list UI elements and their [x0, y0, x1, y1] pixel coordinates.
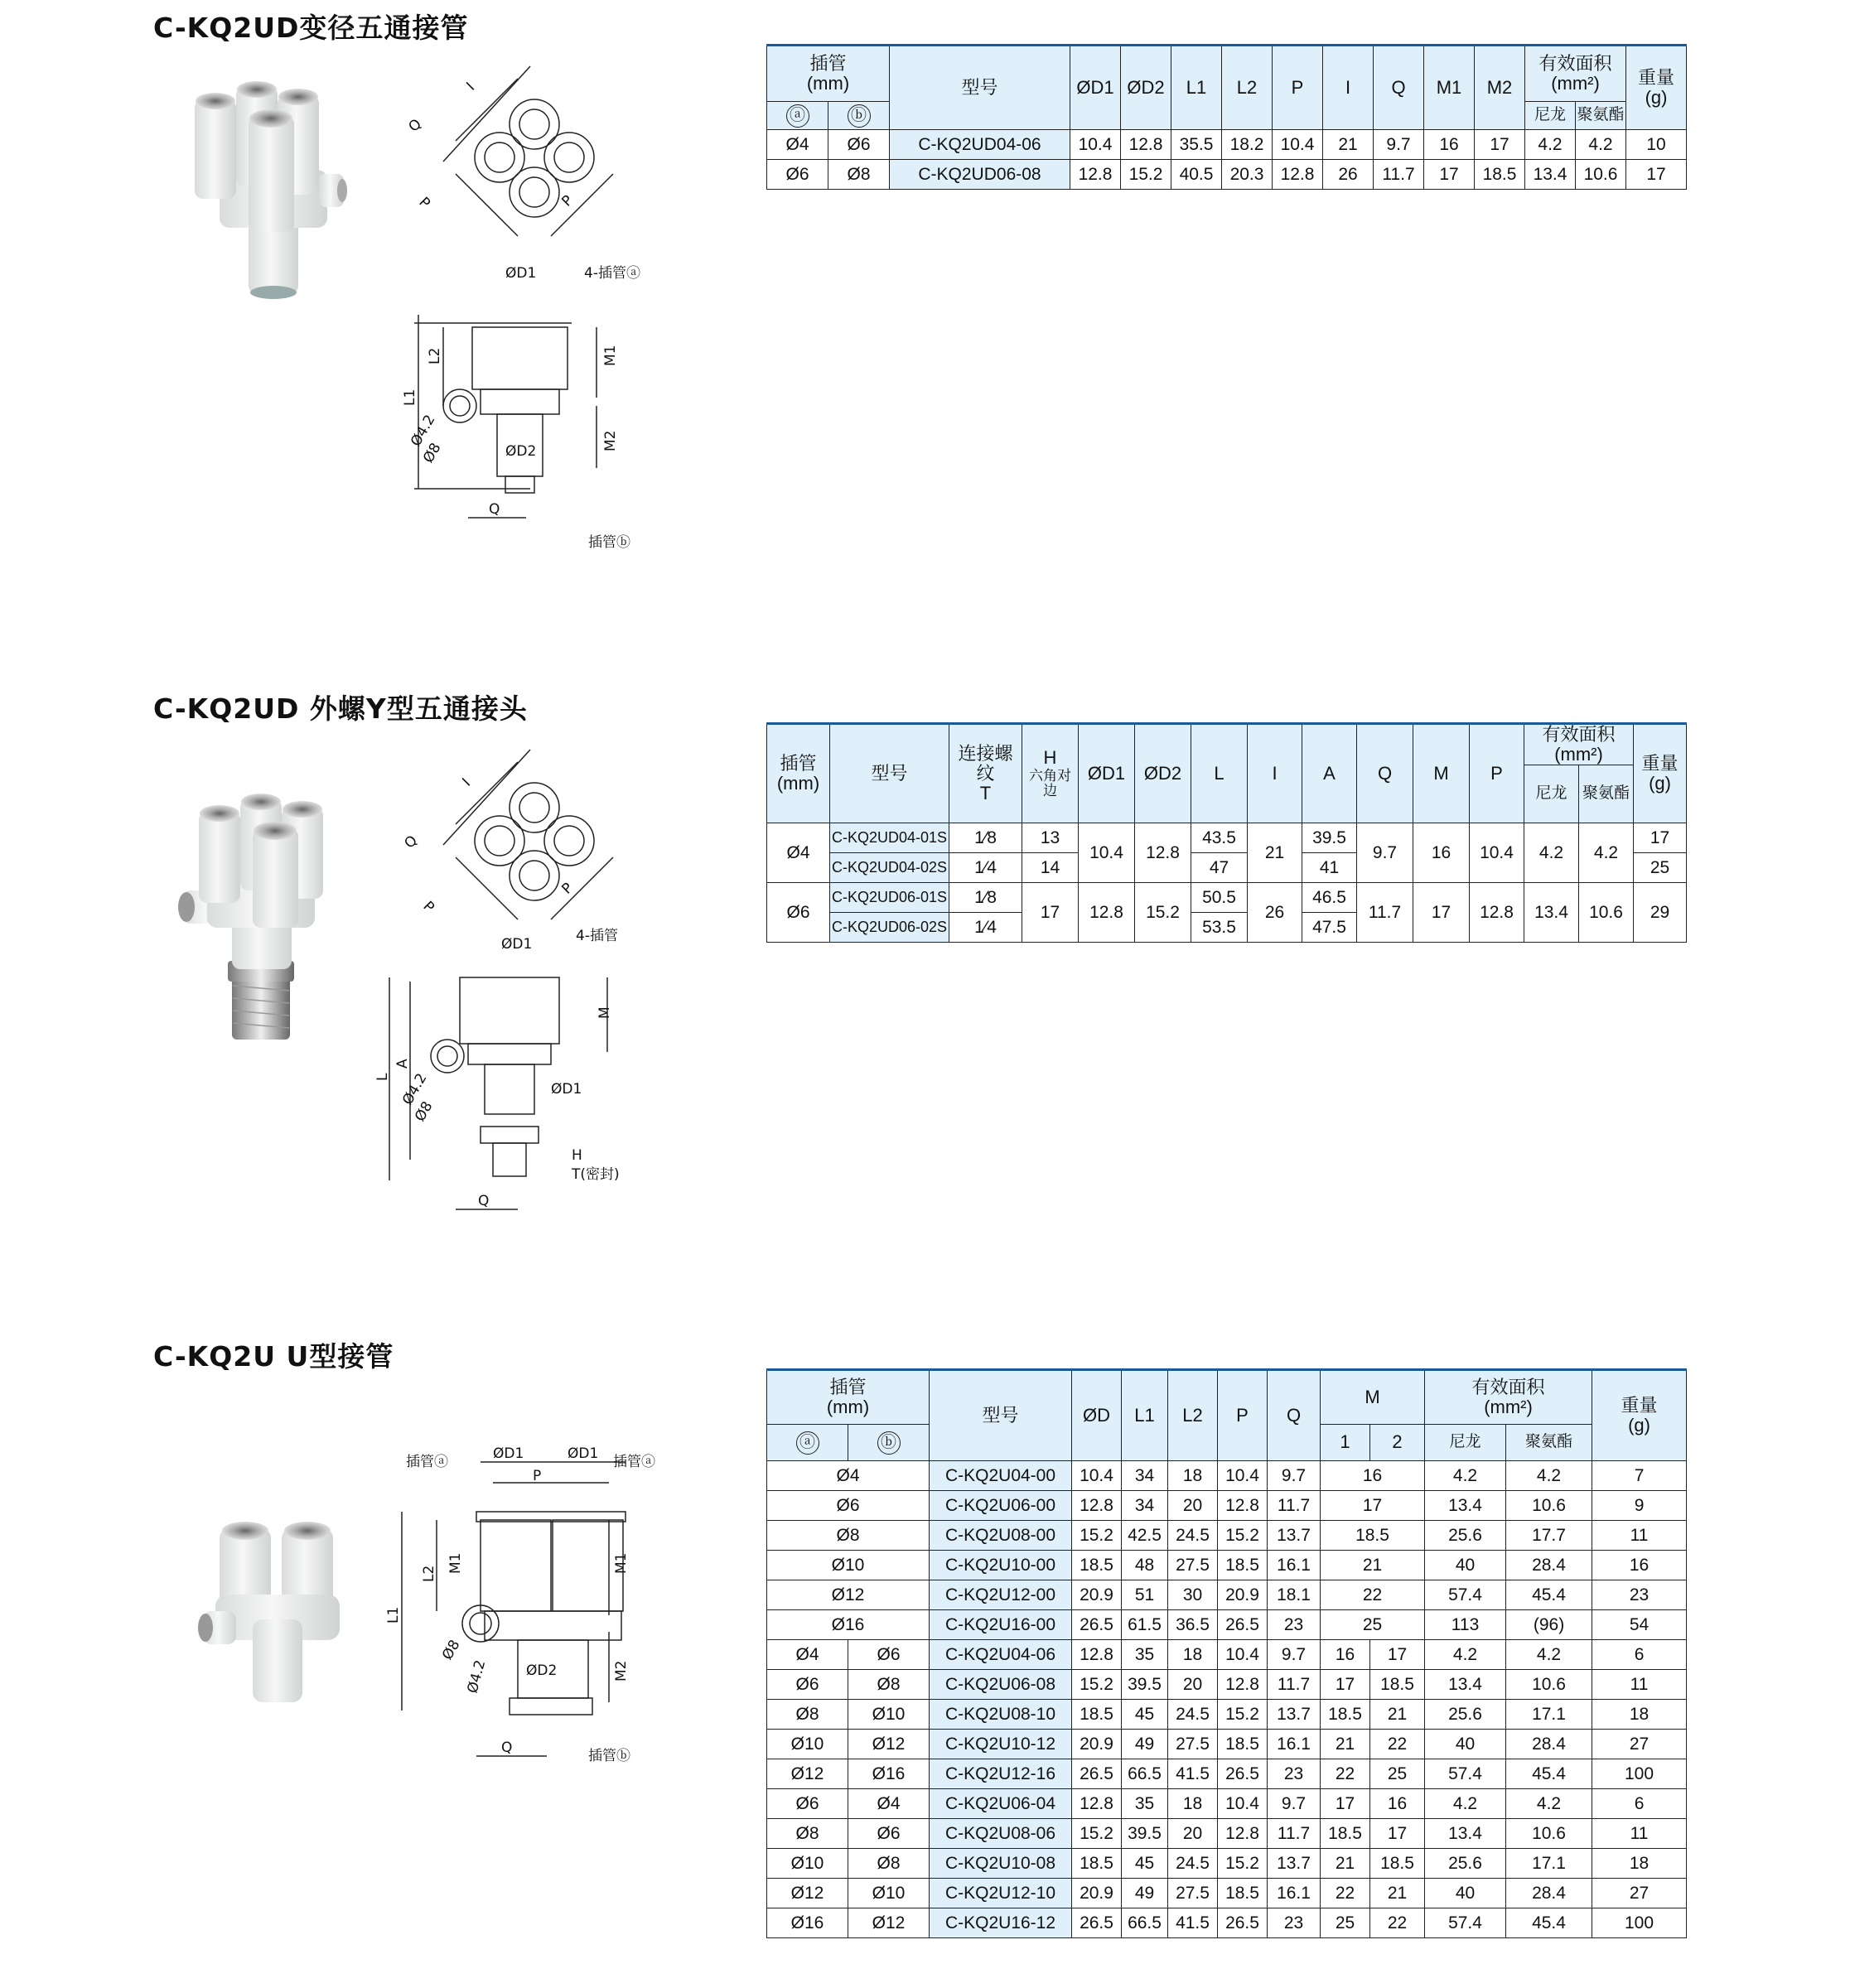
header-m: M — [1321, 1370, 1425, 1425]
header-nylon: 尼龙 — [1524, 765, 1579, 823]
header-p: P — [1470, 724, 1524, 823]
table-row: Ø4 Ø6 C-KQ2UD04-06 10.4 12.8 35.5 18.2 10.4 21 9.7 16 17 4.2 4.2 10 — [767, 130, 1687, 160]
dim-label-l: L — [374, 1073, 391, 1081]
header-area: 有效面积 (mm²) — [1524, 724, 1634, 765]
section-2-title: C-KQ2UD 外螺Y型五通接头 — [153, 692, 528, 725]
dim-label-q: Q — [405, 115, 426, 136]
header-q: Q — [1374, 46, 1424, 130]
dim-label-a: A — [394, 1059, 411, 1069]
header-b: ⓑ — [848, 1425, 930, 1461]
table-row: Ø6 Ø4 C-KQ2U06-04 12.8 35 18 10.4 9.7 17 16 4.2 4.2 6 — [767, 1789, 1687, 1819]
technical-drawing-2 — [374, 750, 650, 1214]
dim-label-od2: ØD2 — [505, 443, 537, 460]
dim-label-p-right: P — [558, 192, 577, 210]
header-b: ⓑ — [828, 102, 890, 130]
dim-label-od1-lower: ØD1 — [551, 1081, 582, 1098]
table-row: Ø4 C-KQ2U04-00 10.4 34 18 10.4 9.7 16 4.2 4.2 7 — [767, 1461, 1687, 1491]
header-i: I — [1248, 724, 1302, 823]
header-tube: 插管 (mm) — [767, 1370, 930, 1425]
table-row: Ø12 C-KQ2U12-00 20.9 51 30 20.9 18.1 22 57.4 45.4 23 — [767, 1580, 1687, 1610]
header-od1: ØD1 — [1070, 46, 1121, 130]
dim-label-m2: M2 — [613, 1660, 630, 1682]
header-nylon: 尼龙 — [1525, 102, 1576, 130]
header-m-1: 1 — [1321, 1425, 1370, 1461]
spec-table-1 — [766, 44, 1687, 190]
dim-label-p-left: P — [419, 898, 437, 916]
dim-label-od1: ØD1 — [501, 936, 533, 953]
header-od2: ØD2 — [1135, 724, 1191, 823]
dim-label-m1-right: M1 — [613, 1552, 630, 1574]
table-row: Ø16 Ø12 C-KQ2U16-12 26.5 66.5 41.5 26.5 23 25 22 57.4 45.4 100 — [767, 1908, 1687, 1938]
header-weight: 重量 (g) — [1626, 46, 1687, 130]
table-row: Ø6 C-KQ2U06-00 12.8 34 20 12.8 11.7 17 13.4 10.6 9 — [767, 1491, 1687, 1521]
table-row: C-KQ2UD06-02S 1⁄4 53.5 47.5 — [767, 913, 1687, 943]
spec-table-3 — [766, 1368, 1687, 1938]
technical-drawing-1 — [381, 58, 655, 555]
header-q: Q — [1357, 724, 1413, 823]
dim-label-i: I — [463, 79, 479, 94]
fitting-photo-3 — [191, 1512, 356, 1711]
label-tube-a-left: 插管ⓐ — [406, 1454, 448, 1470]
table-row: Ø6 C-KQ2UD06-01S 1⁄8 17 12.8 15.2 50.5 26 46.5 11.7 17 12.8 13.4 10.6 29 — [767, 883, 1687, 913]
dim-label-p-left: P — [415, 194, 433, 212]
dim-label-q-bottom: Q — [478, 1193, 490, 1209]
header-pu: 聚氨酯 — [1579, 765, 1634, 823]
header-p: P — [1218, 1370, 1268, 1461]
dim-label-od2: ØD2 — [526, 1662, 558, 1679]
header-l2: L2 — [1222, 46, 1273, 130]
header-weight: 重量 (g) — [1634, 724, 1687, 823]
label-tube-a-right: 插管ⓐ — [613, 1454, 655, 1470]
header-m1: M1 — [1424, 46, 1475, 130]
dim-label-d42: Ø4.2 — [399, 1070, 431, 1108]
dim-label-d42: Ø4.2 — [408, 412, 439, 450]
header-pu: 聚氨酯 — [1506, 1425, 1592, 1461]
table-row: Ø10 Ø12 C-KQ2U10-12 20.9 49 27.5 18.5 16.1 21 22 40 28.4 27 — [767, 1730, 1687, 1759]
dim-label-d42: Ø4.2 — [464, 1658, 490, 1696]
dim-label-od1-left: ØD1 — [493, 1445, 524, 1462]
header-model: 型号 — [830, 724, 949, 823]
header-i: I — [1323, 46, 1374, 130]
header-a: ⓐ — [767, 1425, 848, 1461]
dim-label-od1-right: ØD1 — [568, 1445, 599, 1462]
dim-label-i: I — [459, 774, 475, 790]
table-row: Ø16 C-KQ2U16-00 26.5 61.5 36.5 26.5 23 25 113 (96) 54 — [767, 1610, 1687, 1640]
dim-label-m1: M1 — [602, 345, 619, 366]
table-row: Ø12 Ø16 C-KQ2U12-16 26.5 66.5 41.5 26.5 23 22 25 57.4 45.4 100 — [767, 1759, 1687, 1789]
header-m2: M2 — [1475, 46, 1525, 130]
header-l: L — [1191, 724, 1248, 823]
dim-label-q: Q — [501, 1740, 513, 1756]
table-row: Ø8 C-KQ2U08-00 15.2 42.5 24.5 15.2 13.7 18.5 25.6 17.7 11 — [767, 1521, 1687, 1551]
header-pu: 聚氨酯 — [1576, 102, 1626, 130]
dim-label-m: M — [597, 1006, 613, 1019]
dim-label-d8: Ø8 — [439, 1637, 464, 1663]
header-od1: ØD1 — [1079, 724, 1135, 823]
dim-label-l1: L1 — [385, 1606, 402, 1624]
header-area: 有效面积 (mm²) — [1425, 1370, 1592, 1425]
header-m-2: 2 — [1370, 1425, 1425, 1461]
dim-label-od1: ØD1 — [505, 265, 537, 282]
header-tube: 插管 (mm) — [767, 724, 830, 823]
header-l1: L1 — [1171, 46, 1222, 130]
dim-label-q: Q — [401, 832, 422, 852]
header-m: M — [1413, 724, 1470, 823]
dim-label-t: T(密封) — [572, 1166, 620, 1183]
dim-label-p-right: P — [558, 880, 577, 898]
header-a: ⓐ — [767, 102, 828, 130]
header-weight: 重量 (g) — [1592, 1370, 1687, 1461]
dim-label-m2: M2 — [602, 430, 619, 451]
header-area: 有效面积 (mm²) — [1525, 46, 1626, 102]
table-row: C-KQ2UD04-02S 1⁄4 14 47 41 25 — [767, 853, 1687, 883]
table-row: Ø12 Ø10 C-KQ2U12-10 20.9 49 27.5 18.5 16.1 22 21 40 28.4 27 — [767, 1879, 1687, 1908]
dim-label-l1: L1 — [402, 388, 418, 406]
header-model: 型号 — [890, 46, 1070, 130]
dim-label-q-bottom: Q — [489, 501, 500, 518]
dim-label-l2: L2 — [427, 347, 443, 364]
table-row: Ø8 Ø10 C-KQ2U08-10 18.5 45 24.5 15.2 13.7 18.5 21 25.6 17.1 18 — [767, 1700, 1687, 1730]
table-row: Ø10 C-KQ2U10-00 18.5 48 27.5 18.5 16.1 21 40 28.4 16 — [767, 1551, 1687, 1580]
header-od2: ØD2 — [1121, 46, 1171, 130]
dim-label-m1-left: M1 — [447, 1552, 464, 1574]
header-model: 型号 — [930, 1370, 1072, 1461]
dim-label-l2: L2 — [421, 1565, 437, 1582]
header-l2: L2 — [1168, 1370, 1218, 1461]
fitting-photo-2 — [162, 795, 360, 1052]
label-tube-b: 插管ⓑ — [588, 1748, 630, 1764]
table-row: Ø4 Ø6 C-KQ2U04-06 12.8 35 18 10.4 9.7 16 17 4.2 4.2 6 — [767, 1640, 1687, 1670]
table-row: Ø10 Ø8 C-KQ2U10-08 18.5 45 24.5 15.2 13.7 21 18.5 25.6 17.1 18 — [767, 1849, 1687, 1879]
header-od: ØD — [1072, 1370, 1122, 1461]
fitting-photo-1 — [186, 79, 360, 302]
section-1-title: C-KQ2UD变径五通接管 — [153, 12, 469, 44]
spec-table-2 — [766, 722, 1687, 943]
header-nylon: 尼龙 — [1425, 1425, 1506, 1461]
table-row: Ø6 Ø8 C-KQ2UD06-08 12.8 15.2 40.5 20.3 12.8 26 11.7 17 18.5 13.4 10.6 17 — [767, 160, 1687, 190]
header-l1: L1 — [1122, 1370, 1168, 1461]
label-tube-b: 插管ⓑ — [588, 534, 630, 551]
header-a: A — [1302, 724, 1357, 823]
technical-drawing-3 — [377, 1437, 667, 1773]
label-tube-a: 4-插管ⓐ — [584, 265, 640, 282]
table-row: Ø6 Ø8 C-KQ2U06-08 15.2 39.5 20 12.8 11.7 17 18.5 13.4 10.6 11 — [767, 1670, 1687, 1700]
header-p: P — [1273, 46, 1323, 130]
dim-label-p: P — [533, 1468, 542, 1484]
header-q: Q — [1268, 1370, 1321, 1461]
header-h: H 六角对边 — [1022, 724, 1079, 823]
label-tube: 4-插管 — [576, 928, 618, 944]
dim-label-d8: Ø8 — [412, 1098, 437, 1125]
header-tube: 插管 (mm) — [767, 46, 890, 102]
table-row: Ø4 C-KQ2UD04-01S 1⁄8 13 10.4 12.8 43.5 21 39.5 9.7 16 10.4 4.2 4.2 17 — [767, 823, 1687, 853]
header-thread: 连接螺纹 T — [949, 724, 1022, 823]
table-row: Ø8 Ø6 C-KQ2U08-06 15.2 39.5 20 12.8 11.7 18.5 17 13.4 10.6 11 — [767, 1819, 1687, 1849]
section-3-title: C-KQ2U U型接管 — [153, 1340, 394, 1373]
dim-label-d8: Ø8 — [420, 440, 445, 466]
dim-label-h: H — [572, 1147, 582, 1164]
